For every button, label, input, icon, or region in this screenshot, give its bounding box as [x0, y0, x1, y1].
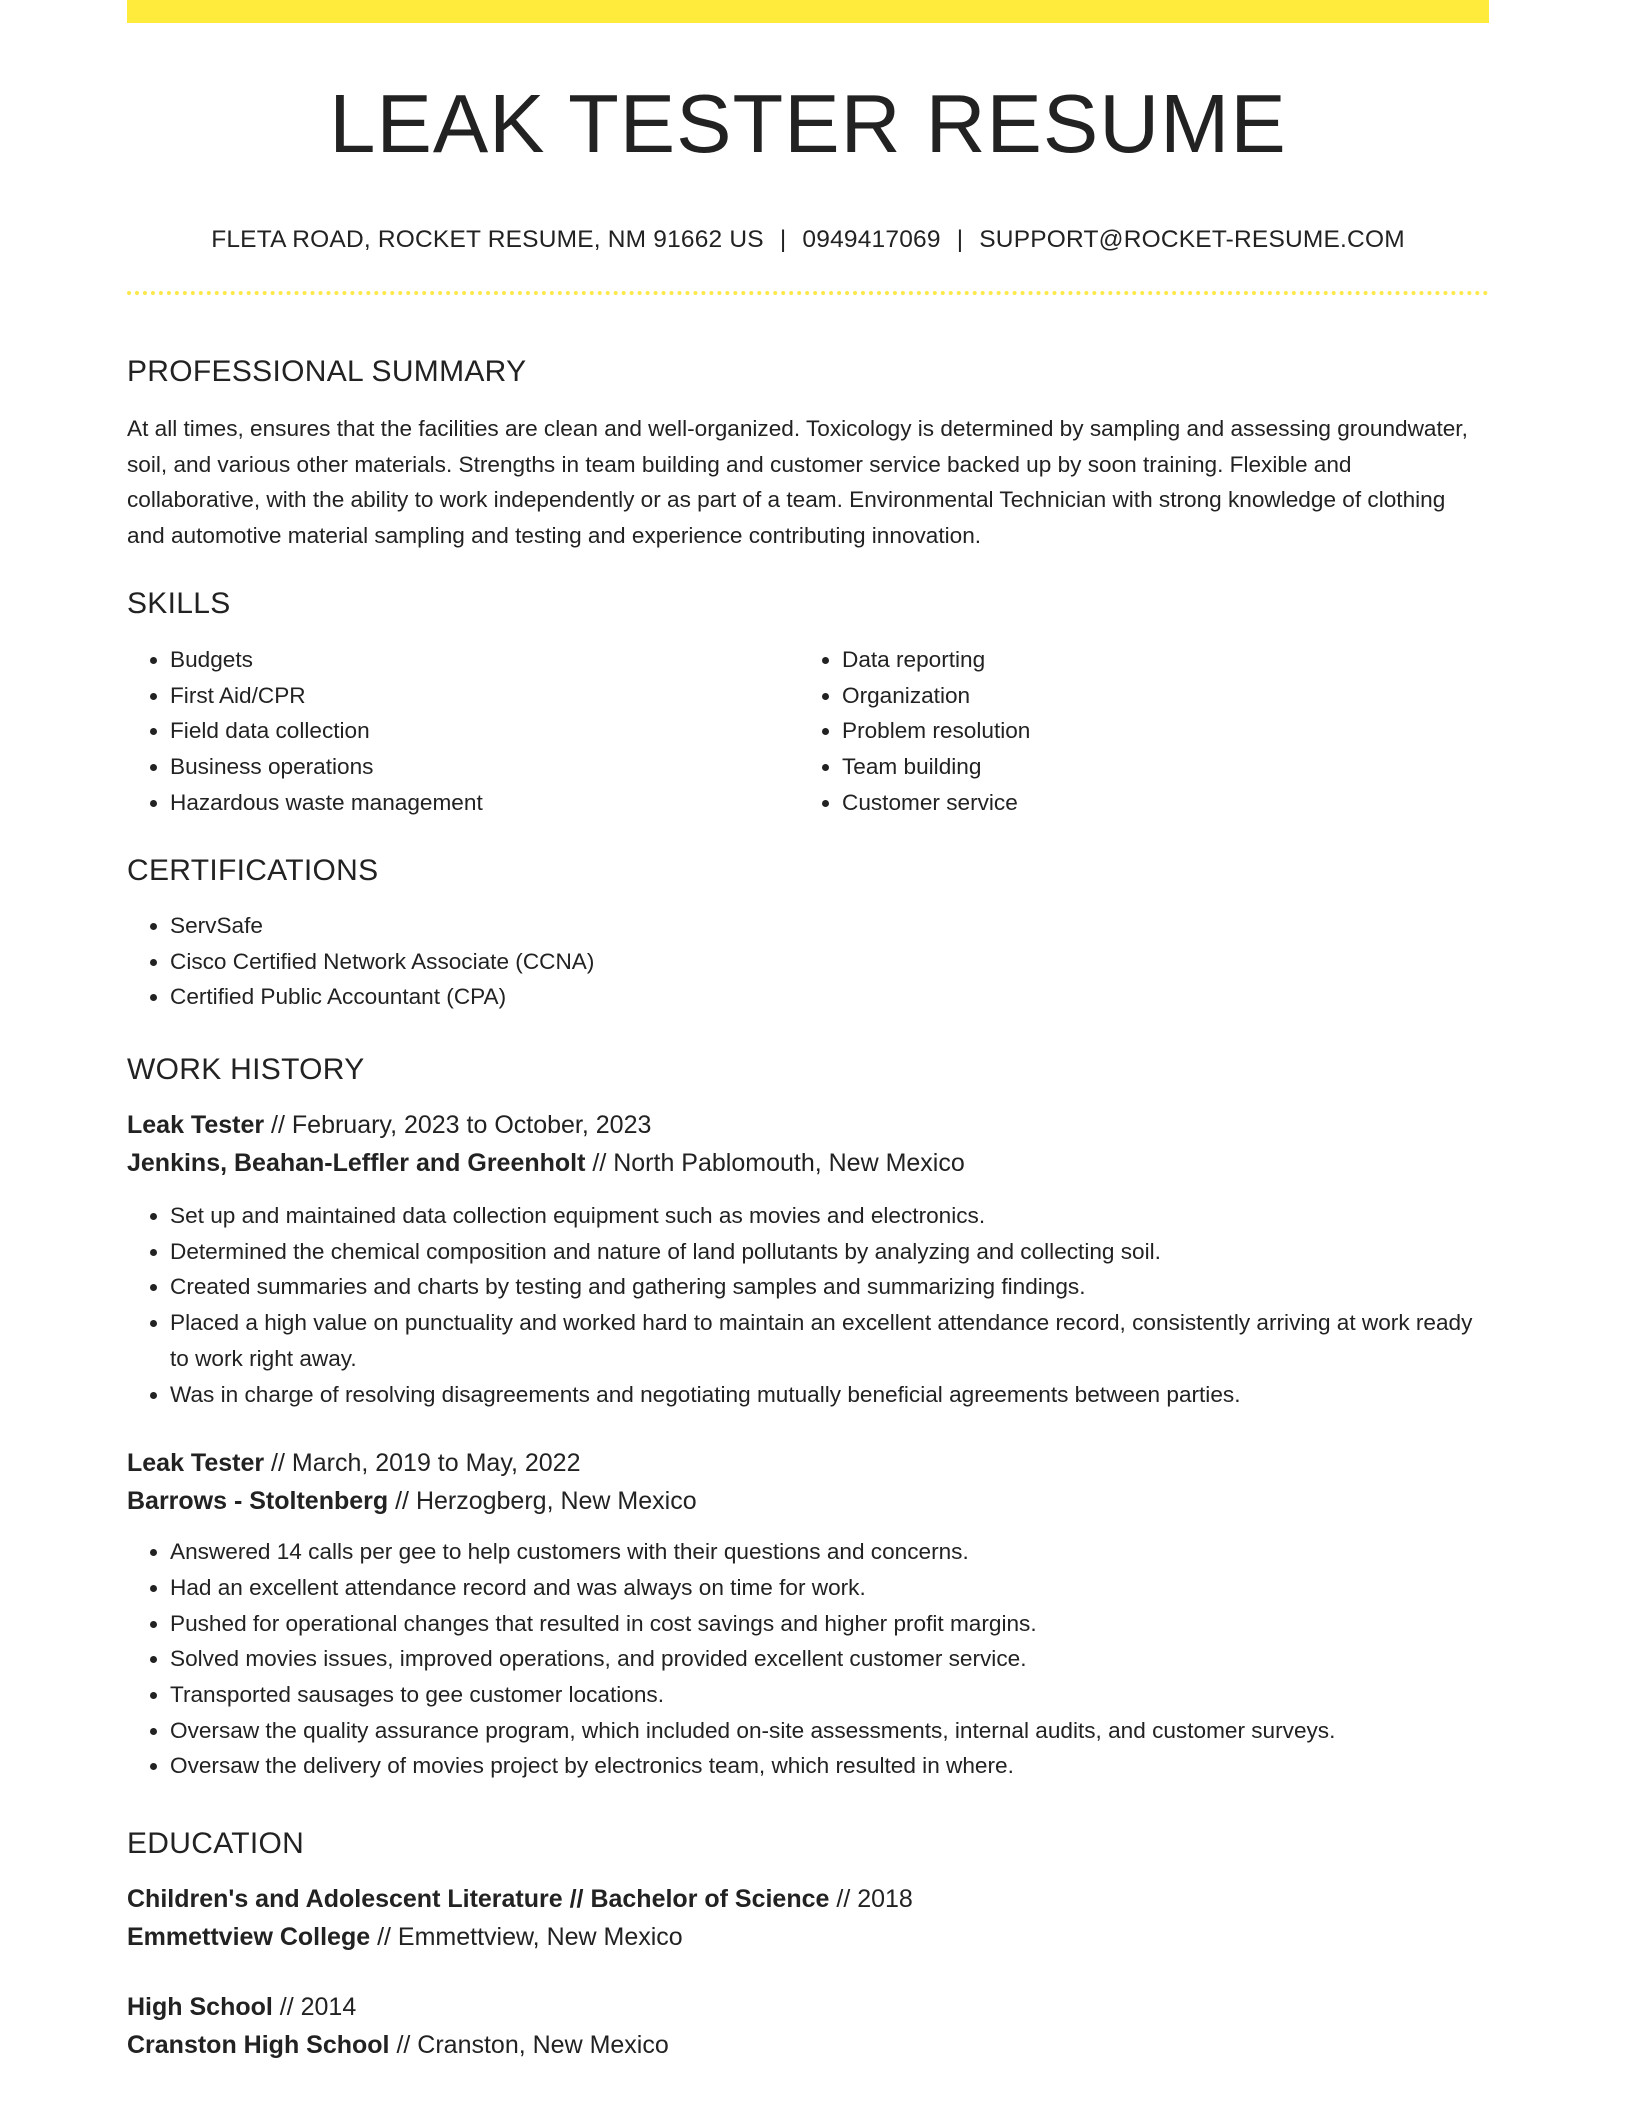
- dotted-divider: [127, 291, 1489, 295]
- education-degree-line: [127, 1880, 1489, 1918]
- job-bullets: [127, 1198, 1489, 1412]
- education-location: // Emmettview, New Mexico: [370, 1923, 683, 1951]
- education-entry: [127, 1880, 1489, 1956]
- certifications-section: [127, 856, 1489, 1015]
- separator: |: [956, 226, 964, 253]
- skill-item: • Problem resolution: [842, 713, 1471, 749]
- separator: |: [779, 226, 787, 253]
- skill-item: • Budgets: [170, 642, 799, 678]
- education-school-line: [127, 2026, 1489, 2064]
- education-degree: High School: [127, 1993, 273, 2021]
- phone: 0949417069: [802, 226, 941, 253]
- job-bullet: • Solved movies issues, improved operations, and provided excellent customer service.: [170, 1641, 1489, 1677]
- resume-page: [127, 0, 1489, 2059]
- education-degree-line: [127, 1988, 1489, 2026]
- education-section: [127, 1829, 1489, 2064]
- work-history-heading: WORK HISTORY: [127, 1053, 365, 1086]
- skill-item: • Team building: [842, 749, 1471, 785]
- education-entry: [127, 1988, 1489, 2064]
- job-dates: // February, 2023 to October, 2023: [264, 1111, 652, 1139]
- work-history-section: [127, 1055, 1489, 1784]
- job-title-line: [127, 1444, 1489, 1482]
- job-bullet: • Determined the chemical composition and nature of land pollutants by analyzing and collecting soil.: [170, 1234, 1489, 1270]
- certification-item: • Cisco Certified Network Associate (CCNA): [170, 944, 1489, 980]
- education-year: // 2018: [829, 1885, 913, 1913]
- contact-line: [127, 228, 1489, 253]
- skills-columns: [127, 642, 1489, 821]
- skills-section: [127, 589, 1489, 821]
- education-heading: EDUCATION: [127, 1827, 305, 1860]
- job-bullet: • Was in charge of resolving disagreements and negotiating mutually beneficial agreements between parties.: [170, 1377, 1489, 1413]
- certification-item: • ServSafe: [170, 908, 1489, 944]
- education-school: Cranston High School: [127, 2031, 390, 2059]
- job-bullet: • Created summaries and charts by testing and gathering samples and summarizing findings.: [170, 1269, 1489, 1305]
- education-degree: Children's and Adolescent Literature // Bachelor of Science: [127, 1885, 830, 1913]
- job-bullet: • Transported sausages to gee customer locations.: [170, 1677, 1489, 1713]
- job-company: Jenkins, Beahan-Leffler and Greenholt: [127, 1149, 586, 1177]
- skill-item: • Hazardous waste management: [170, 785, 799, 821]
- summary-heading: PROFESSIONAL SUMMARY: [127, 355, 527, 388]
- skills-right-list: [799, 642, 1471, 821]
- job-title: Leak Tester: [127, 1111, 265, 1139]
- skill-item: • Data reporting: [842, 642, 1471, 678]
- skill-item: • Field data collection: [170, 713, 799, 749]
- job-dates: // March, 2019 to May, 2022: [264, 1449, 581, 1478]
- job-bullet: • Had an excellent attendance record and was always on time for work.: [170, 1570, 1489, 1606]
- job-entry: [127, 1444, 1489, 1784]
- job-title: Leak Tester: [127, 1449, 265, 1478]
- job-bullet: • Oversaw the delivery of movies project by electronics team, which resulted in where.: [170, 1748, 1489, 1784]
- job-company: Barrows - Stoltenberg: [127, 1487, 389, 1516]
- skill-item: • Customer service: [842, 785, 1471, 821]
- skills-heading: SKILLS: [127, 587, 231, 620]
- education-school: Emmettview College: [127, 1923, 371, 1951]
- certification-item: • Certified Public Accountant (CPA): [170, 979, 1489, 1015]
- skills-left-list: [127, 642, 799, 821]
- job-bullet: • Oversaw the quality assurance program, which included on-site assessments, internal audits, and customer surveys.: [170, 1713, 1489, 1749]
- job-location: // Herzogberg, New Mexico: [388, 1487, 697, 1516]
- top-accent-bar: [127, 0, 1489, 23]
- job-entry: [127, 1106, 1489, 1412]
- job-bullet: • Answered 14 calls per gee to help customers with their questions and concerns.: [170, 1534, 1489, 1570]
- skill-item: • Business operations: [170, 749, 799, 785]
- resume-title: LEAK TESTER RESUME: [329, 77, 1287, 170]
- education-location: // Cranston, New Mexico: [389, 2031, 669, 2059]
- summary-text: At all times, ensures that the facilities are clean and well-organized. Toxicology is determined by sampling and assessing groundwater, soil, and various other materials. Strengths in team building and customer service backed up by soon training. Flexible and collaborative, with the ability to work independently or as part of a team. Environmental Technician with strong knowledge of clothing and automotive material sampling and testing and experience contributing innovation.: [127, 416, 1468, 549]
- job-bullet: • Pushed for operational changes that resulted in cost savings and higher profit margins.: [170, 1606, 1489, 1642]
- job-title-line: [127, 1106, 1489, 1144]
- skill-item: • Organization: [842, 678, 1471, 714]
- email: SUPPORT@ROCKET-RESUME.COM: [979, 226, 1405, 253]
- job-company-line: [127, 1482, 1489, 1520]
- job-company-line: [127, 1144, 1489, 1182]
- job-bullets: [127, 1534, 1489, 1784]
- job-location: // North Pablomouth, New Mexico: [585, 1149, 965, 1177]
- certifications-heading: CERTIFICATIONS: [127, 854, 379, 887]
- job-bullet: • Placed a high value on punctuality and worked hard to maintain an excellent attendance record, consistently arriving at work ready to work right away.: [170, 1305, 1489, 1376]
- certifications-list: [127, 908, 1489, 1015]
- education-school-line: [127, 1918, 1489, 1956]
- job-bullet: • Set up and maintained data collection equipment such as movies and electronics.: [170, 1198, 1489, 1234]
- skill-item: • First Aid/CPR: [170, 678, 799, 714]
- education-year: // 2014: [272, 1993, 357, 2021]
- summary-section: [127, 357, 1489, 554]
- address: FLETA ROAD, ROCKET RESUME, NM 91662 US: [211, 226, 764, 253]
